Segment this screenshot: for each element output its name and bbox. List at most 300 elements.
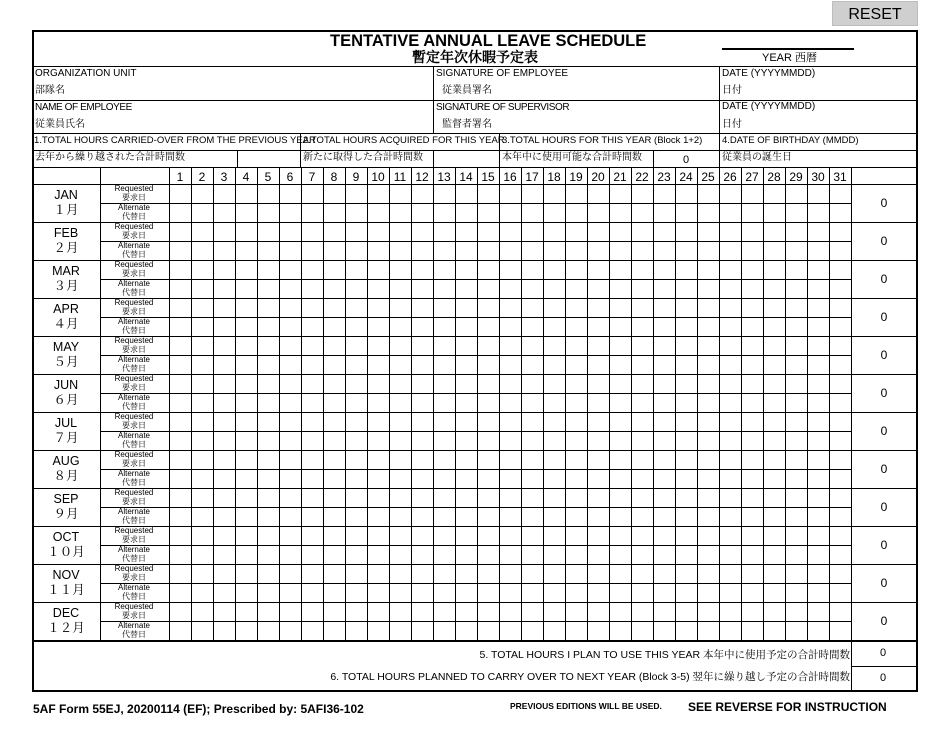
alternate-day-cell[interactable] bbox=[654, 432, 674, 449]
requested-day-cell[interactable] bbox=[588, 299, 608, 316]
alternate-day-cell[interactable] bbox=[522, 584, 542, 601]
requested-day-cell[interactable] bbox=[632, 413, 652, 430]
requested-day-cell[interactable] bbox=[302, 603, 322, 620]
requested-day-cell[interactable] bbox=[302, 451, 322, 468]
alternate-day-cell[interactable] bbox=[346, 204, 366, 221]
requested-day-cell[interactable] bbox=[500, 565, 520, 582]
alternate-day-cell[interactable] bbox=[192, 508, 212, 525]
alternate-day-cell[interactable] bbox=[522, 242, 542, 259]
requested-day-cell[interactable] bbox=[544, 223, 564, 240]
requested-day-cell[interactable] bbox=[566, 375, 586, 392]
requested-day-cell[interactable] bbox=[390, 489, 410, 506]
alternate-day-cell[interactable] bbox=[192, 356, 212, 373]
requested-day-cell[interactable] bbox=[720, 375, 740, 392]
alternate-day-cell[interactable] bbox=[412, 280, 432, 297]
requested-day-cell[interactable] bbox=[258, 413, 278, 430]
alternate-day-cell[interactable] bbox=[742, 546, 762, 563]
requested-day-cell[interactable] bbox=[214, 489, 234, 506]
requested-day-cell[interactable] bbox=[302, 337, 322, 354]
requested-day-cell[interactable] bbox=[720, 337, 740, 354]
requested-day-cell[interactable] bbox=[610, 413, 630, 430]
alternate-day-cell[interactable] bbox=[390, 622, 410, 639]
alternate-day-cell[interactable] bbox=[632, 394, 652, 411]
requested-day-cell[interactable] bbox=[214, 565, 234, 582]
alternate-day-cell[interactable] bbox=[764, 470, 784, 487]
requested-day-cell[interactable] bbox=[764, 185, 784, 202]
requested-day-cell[interactable] bbox=[170, 603, 190, 620]
requested-day-cell[interactable] bbox=[588, 185, 608, 202]
requested-day-cell[interactable] bbox=[258, 375, 278, 392]
requested-day-cell[interactable] bbox=[610, 603, 630, 620]
alternate-day-cell[interactable] bbox=[302, 204, 322, 221]
requested-day-cell[interactable] bbox=[830, 375, 850, 392]
alternate-day-cell[interactable] bbox=[698, 394, 718, 411]
requested-day-cell[interactable] bbox=[456, 565, 476, 582]
alternate-day-cell[interactable] bbox=[236, 508, 256, 525]
requested-day-cell[interactable] bbox=[808, 413, 828, 430]
requested-day-cell[interactable] bbox=[280, 185, 300, 202]
requested-day-cell[interactable] bbox=[764, 261, 784, 278]
alternate-day-cell[interactable] bbox=[280, 204, 300, 221]
alternate-day-cell[interactable] bbox=[434, 394, 454, 411]
alternate-day-cell[interactable] bbox=[742, 242, 762, 259]
requested-day-cell[interactable] bbox=[170, 413, 190, 430]
alternate-day-cell[interactable] bbox=[258, 356, 278, 373]
requested-day-cell[interactable] bbox=[258, 299, 278, 316]
requested-day-cell[interactable] bbox=[786, 375, 806, 392]
requested-day-cell[interactable] bbox=[742, 337, 762, 354]
requested-day-cell[interactable] bbox=[676, 451, 696, 468]
requested-day-cell[interactable] bbox=[434, 451, 454, 468]
requested-day-cell[interactable] bbox=[192, 603, 212, 620]
alternate-day-cell[interactable] bbox=[610, 584, 630, 601]
requested-day-cell[interactable] bbox=[610, 299, 630, 316]
alternate-day-cell[interactable] bbox=[830, 508, 850, 525]
alternate-day-cell[interactable] bbox=[192, 584, 212, 601]
requested-day-cell[interactable] bbox=[412, 489, 432, 506]
alternate-day-cell[interactable] bbox=[500, 242, 520, 259]
requested-day-cell[interactable] bbox=[720, 451, 740, 468]
alternate-day-cell[interactable] bbox=[456, 622, 476, 639]
alternate-day-cell[interactable] bbox=[170, 204, 190, 221]
requested-day-cell[interactable] bbox=[764, 565, 784, 582]
requested-day-cell[interactable] bbox=[764, 223, 784, 240]
alternate-day-cell[interactable] bbox=[676, 470, 696, 487]
requested-day-cell[interactable] bbox=[786, 527, 806, 544]
alternate-day-cell[interactable] bbox=[280, 584, 300, 601]
alternate-day-cell[interactable] bbox=[214, 318, 234, 335]
requested-day-cell[interactable] bbox=[214, 527, 234, 544]
alternate-day-cell[interactable] bbox=[830, 394, 850, 411]
requested-day-cell[interactable] bbox=[192, 489, 212, 506]
alternate-day-cell[interactable] bbox=[566, 546, 586, 563]
requested-day-cell[interactable] bbox=[214, 413, 234, 430]
alternate-day-cell[interactable] bbox=[544, 318, 564, 335]
alternate-day-cell[interactable] bbox=[698, 584, 718, 601]
requested-day-cell[interactable] bbox=[324, 185, 344, 202]
requested-day-cell[interactable] bbox=[214, 261, 234, 278]
alternate-day-cell[interactable] bbox=[500, 546, 520, 563]
requested-day-cell[interactable] bbox=[236, 337, 256, 354]
alternate-day-cell[interactable] bbox=[412, 204, 432, 221]
requested-day-cell[interactable] bbox=[302, 185, 322, 202]
requested-day-cell[interactable] bbox=[610, 337, 630, 354]
requested-day-cell[interactable] bbox=[566, 413, 586, 430]
requested-day-cell[interactable] bbox=[478, 223, 498, 240]
alternate-day-cell[interactable] bbox=[390, 204, 410, 221]
alternate-day-cell[interactable] bbox=[764, 432, 784, 449]
alternate-day-cell[interactable] bbox=[566, 318, 586, 335]
alternate-day-cell[interactable] bbox=[698, 204, 718, 221]
requested-day-cell[interactable] bbox=[786, 413, 806, 430]
alternate-day-cell[interactable] bbox=[654, 546, 674, 563]
alternate-day-cell[interactable] bbox=[566, 508, 586, 525]
alternate-day-cell[interactable] bbox=[676, 622, 696, 639]
alternate-day-cell[interactable] bbox=[236, 318, 256, 335]
alternate-day-cell[interactable] bbox=[170, 394, 190, 411]
alternate-day-cell[interactable] bbox=[346, 508, 366, 525]
requested-day-cell[interactable] bbox=[170, 299, 190, 316]
alternate-day-cell[interactable] bbox=[786, 584, 806, 601]
alternate-day-cell[interactable] bbox=[632, 318, 652, 335]
requested-day-cell[interactable] bbox=[632, 185, 652, 202]
requested-day-cell[interactable] bbox=[302, 527, 322, 544]
alternate-day-cell[interactable] bbox=[720, 356, 740, 373]
alternate-day-cell[interactable] bbox=[500, 508, 520, 525]
alternate-day-cell[interactable] bbox=[786, 470, 806, 487]
requested-day-cell[interactable] bbox=[544, 489, 564, 506]
alternate-day-cell[interactable] bbox=[390, 356, 410, 373]
alternate-day-cell[interactable] bbox=[170, 470, 190, 487]
requested-day-cell[interactable] bbox=[632, 299, 652, 316]
alternate-day-cell[interactable] bbox=[544, 280, 564, 297]
alternate-day-cell[interactable] bbox=[720, 508, 740, 525]
requested-day-cell[interactable] bbox=[302, 375, 322, 392]
requested-day-cell[interactable] bbox=[654, 451, 674, 468]
requested-day-cell[interactable] bbox=[588, 489, 608, 506]
requested-day-cell[interactable] bbox=[346, 565, 366, 582]
requested-day-cell[interactable] bbox=[588, 565, 608, 582]
requested-day-cell[interactable] bbox=[566, 185, 586, 202]
alternate-day-cell[interactable] bbox=[258, 204, 278, 221]
requested-day-cell[interactable] bbox=[764, 413, 784, 430]
alternate-day-cell[interactable] bbox=[258, 470, 278, 487]
alternate-day-cell[interactable] bbox=[742, 584, 762, 601]
requested-day-cell[interactable] bbox=[808, 185, 828, 202]
requested-day-cell[interactable] bbox=[412, 527, 432, 544]
alternate-day-cell[interactable] bbox=[522, 508, 542, 525]
requested-day-cell[interactable] bbox=[258, 603, 278, 620]
alternate-day-cell[interactable] bbox=[786, 546, 806, 563]
alternate-day-cell[interactable] bbox=[170, 242, 190, 259]
alternate-day-cell[interactable] bbox=[544, 546, 564, 563]
requested-day-cell[interactable] bbox=[236, 375, 256, 392]
alternate-day-cell[interactable] bbox=[742, 204, 762, 221]
requested-day-cell[interactable] bbox=[302, 299, 322, 316]
requested-day-cell[interactable] bbox=[478, 299, 498, 316]
alternate-day-cell[interactable] bbox=[368, 622, 388, 639]
alternate-day-cell[interactable] bbox=[478, 546, 498, 563]
requested-day-cell[interactable] bbox=[698, 299, 718, 316]
alternate-day-cell[interactable] bbox=[390, 432, 410, 449]
requested-day-cell[interactable] bbox=[742, 603, 762, 620]
requested-day-cell[interactable] bbox=[764, 451, 784, 468]
alternate-day-cell[interactable] bbox=[390, 546, 410, 563]
requested-day-cell[interactable] bbox=[588, 375, 608, 392]
alternate-day-cell[interactable] bbox=[764, 318, 784, 335]
employee-signature-field[interactable] bbox=[500, 82, 715, 98]
requested-day-cell[interactable] bbox=[610, 223, 630, 240]
alternate-day-cell[interactable] bbox=[478, 470, 498, 487]
alternate-day-cell[interactable] bbox=[588, 280, 608, 297]
requested-day-cell[interactable] bbox=[786, 603, 806, 620]
requested-day-cell[interactable] bbox=[170, 337, 190, 354]
requested-day-cell[interactable] bbox=[544, 451, 564, 468]
requested-day-cell[interactable] bbox=[324, 489, 344, 506]
requested-day-cell[interactable] bbox=[258, 565, 278, 582]
alternate-day-cell[interactable] bbox=[258, 622, 278, 639]
alternate-day-cell[interactable] bbox=[808, 470, 828, 487]
alternate-day-cell[interactable] bbox=[654, 394, 674, 411]
alternate-day-cell[interactable] bbox=[302, 584, 322, 601]
alternate-day-cell[interactable] bbox=[610, 394, 630, 411]
requested-day-cell[interactable] bbox=[214, 451, 234, 468]
alternate-day-cell[interactable] bbox=[632, 204, 652, 221]
requested-day-cell[interactable] bbox=[302, 565, 322, 582]
requested-day-cell[interactable] bbox=[830, 413, 850, 430]
requested-day-cell[interactable] bbox=[478, 413, 498, 430]
alternate-day-cell[interactable] bbox=[434, 584, 454, 601]
requested-day-cell[interactable] bbox=[830, 223, 850, 240]
alternate-day-cell[interactable] bbox=[434, 622, 454, 639]
alternate-day-cell[interactable] bbox=[434, 432, 454, 449]
requested-day-cell[interactable] bbox=[302, 261, 322, 278]
requested-day-cell[interactable] bbox=[236, 489, 256, 506]
requested-day-cell[interactable] bbox=[676, 489, 696, 506]
alternate-day-cell[interactable] bbox=[764, 546, 784, 563]
alternate-day-cell[interactable] bbox=[368, 584, 388, 601]
alternate-day-cell[interactable] bbox=[478, 242, 498, 259]
alternate-day-cell[interactable] bbox=[280, 508, 300, 525]
requested-day-cell[interactable] bbox=[522, 337, 542, 354]
alternate-day-cell[interactable] bbox=[390, 584, 410, 601]
alternate-day-cell[interactable] bbox=[808, 356, 828, 373]
alternate-day-cell[interactable] bbox=[170, 356, 190, 373]
requested-day-cell[interactable] bbox=[368, 261, 388, 278]
alternate-day-cell[interactable] bbox=[192, 204, 212, 221]
requested-day-cell[interactable] bbox=[654, 489, 674, 506]
requested-day-cell[interactable] bbox=[720, 223, 740, 240]
requested-day-cell[interactable] bbox=[786, 185, 806, 202]
alternate-day-cell[interactable] bbox=[808, 584, 828, 601]
requested-day-cell[interactable] bbox=[434, 299, 454, 316]
requested-day-cell[interactable] bbox=[654, 299, 674, 316]
requested-day-cell[interactable] bbox=[368, 299, 388, 316]
requested-day-cell[interactable] bbox=[368, 413, 388, 430]
alternate-day-cell[interactable] bbox=[500, 318, 520, 335]
requested-day-cell[interactable] bbox=[698, 185, 718, 202]
requested-day-cell[interactable] bbox=[324, 451, 344, 468]
alternate-day-cell[interactable] bbox=[830, 356, 850, 373]
alternate-day-cell[interactable] bbox=[808, 394, 828, 411]
requested-day-cell[interactable] bbox=[170, 527, 190, 544]
alternate-day-cell[interactable] bbox=[324, 318, 344, 335]
alternate-day-cell[interactable] bbox=[632, 432, 652, 449]
requested-day-cell[interactable] bbox=[214, 185, 234, 202]
alternate-day-cell[interactable] bbox=[808, 508, 828, 525]
alternate-day-cell[interactable] bbox=[610, 546, 630, 563]
requested-day-cell[interactable] bbox=[214, 299, 234, 316]
alternate-day-cell[interactable] bbox=[676, 356, 696, 373]
requested-day-cell[interactable] bbox=[610, 565, 630, 582]
requested-day-cell[interactable] bbox=[566, 489, 586, 506]
requested-day-cell[interactable] bbox=[676, 299, 696, 316]
alternate-day-cell[interactable] bbox=[324, 242, 344, 259]
requested-day-cell[interactable] bbox=[720, 603, 740, 620]
requested-day-cell[interactable] bbox=[676, 375, 696, 392]
alternate-day-cell[interactable] bbox=[500, 432, 520, 449]
alternate-day-cell[interactable] bbox=[786, 622, 806, 639]
alternate-day-cell[interactable] bbox=[258, 546, 278, 563]
requested-day-cell[interactable] bbox=[830, 603, 850, 620]
requested-day-cell[interactable] bbox=[412, 185, 432, 202]
alternate-day-cell[interactable] bbox=[478, 508, 498, 525]
requested-day-cell[interactable] bbox=[588, 603, 608, 620]
alternate-day-cell[interactable] bbox=[742, 280, 762, 297]
alternate-day-cell[interactable] bbox=[390, 318, 410, 335]
requested-day-cell[interactable] bbox=[236, 527, 256, 544]
requested-day-cell[interactable] bbox=[808, 375, 828, 392]
alternate-day-cell[interactable] bbox=[214, 584, 234, 601]
alternate-day-cell[interactable] bbox=[808, 318, 828, 335]
alternate-day-cell[interactable] bbox=[522, 432, 542, 449]
requested-day-cell[interactable] bbox=[698, 527, 718, 544]
requested-day-cell[interactable] bbox=[544, 261, 564, 278]
requested-day-cell[interactable] bbox=[632, 337, 652, 354]
supervisor-date-field[interactable] bbox=[745, 116, 915, 132]
requested-day-cell[interactable] bbox=[786, 337, 806, 354]
alternate-day-cell[interactable] bbox=[588, 546, 608, 563]
alternate-day-cell[interactable] bbox=[324, 584, 344, 601]
alternate-day-cell[interactable] bbox=[632, 584, 652, 601]
requested-day-cell[interactable] bbox=[478, 451, 498, 468]
reset-button[interactable]: RESET bbox=[832, 1, 918, 26]
alternate-day-cell[interactable] bbox=[390, 508, 410, 525]
requested-day-cell[interactable] bbox=[324, 223, 344, 240]
requested-day-cell[interactable] bbox=[280, 261, 300, 278]
requested-day-cell[interactable] bbox=[544, 375, 564, 392]
alternate-day-cell[interactable] bbox=[720, 470, 740, 487]
requested-day-cell[interactable] bbox=[390, 261, 410, 278]
requested-day-cell[interactable] bbox=[544, 413, 564, 430]
requested-day-cell[interactable] bbox=[764, 299, 784, 316]
requested-day-cell[interactable] bbox=[808, 451, 828, 468]
alternate-day-cell[interactable] bbox=[720, 280, 740, 297]
alternate-day-cell[interactable] bbox=[742, 318, 762, 335]
requested-day-cell[interactable] bbox=[412, 223, 432, 240]
alternate-day-cell[interactable] bbox=[280, 470, 300, 487]
requested-day-cell[interactable] bbox=[412, 413, 432, 430]
alternate-day-cell[interactable] bbox=[170, 280, 190, 297]
requested-day-cell[interactable] bbox=[434, 375, 454, 392]
alternate-day-cell[interactable] bbox=[412, 318, 432, 335]
alternate-day-cell[interactable] bbox=[324, 356, 344, 373]
alternate-day-cell[interactable] bbox=[434, 318, 454, 335]
requested-day-cell[interactable] bbox=[456, 299, 476, 316]
requested-day-cell[interactable] bbox=[544, 299, 564, 316]
alternate-day-cell[interactable] bbox=[478, 356, 498, 373]
alternate-day-cell[interactable] bbox=[390, 394, 410, 411]
alternate-day-cell[interactable] bbox=[742, 508, 762, 525]
requested-day-cell[interactable] bbox=[500, 261, 520, 278]
requested-day-cell[interactable] bbox=[258, 451, 278, 468]
requested-day-cell[interactable] bbox=[808, 603, 828, 620]
alternate-day-cell[interactable] bbox=[588, 432, 608, 449]
alternate-day-cell[interactable] bbox=[214, 470, 234, 487]
alternate-day-cell[interactable] bbox=[192, 394, 212, 411]
requested-day-cell[interactable] bbox=[280, 375, 300, 392]
alternate-day-cell[interactable] bbox=[742, 622, 762, 639]
alternate-day-cell[interactable] bbox=[456, 394, 476, 411]
alternate-day-cell[interactable] bbox=[214, 394, 234, 411]
alternate-day-cell[interactable] bbox=[830, 280, 850, 297]
alternate-day-cell[interactable] bbox=[500, 470, 520, 487]
alternate-day-cell[interactable] bbox=[214, 622, 234, 639]
requested-day-cell[interactable] bbox=[456, 489, 476, 506]
alternate-day-cell[interactable] bbox=[346, 356, 366, 373]
alternate-day-cell[interactable] bbox=[610, 318, 630, 335]
requested-day-cell[interactable] bbox=[390, 299, 410, 316]
requested-day-cell[interactable] bbox=[192, 565, 212, 582]
alternate-day-cell[interactable] bbox=[368, 508, 388, 525]
requested-day-cell[interactable] bbox=[830, 489, 850, 506]
alternate-day-cell[interactable] bbox=[412, 242, 432, 259]
requested-day-cell[interactable] bbox=[566, 223, 586, 240]
requested-day-cell[interactable] bbox=[500, 337, 520, 354]
requested-day-cell[interactable] bbox=[500, 451, 520, 468]
alternate-day-cell[interactable] bbox=[698, 546, 718, 563]
requested-day-cell[interactable] bbox=[522, 603, 542, 620]
alternate-day-cell[interactable] bbox=[368, 318, 388, 335]
alternate-day-cell[interactable] bbox=[830, 584, 850, 601]
alternate-day-cell[interactable] bbox=[346, 242, 366, 259]
requested-day-cell[interactable] bbox=[588, 261, 608, 278]
requested-day-cell[interactable] bbox=[654, 223, 674, 240]
alternate-day-cell[interactable] bbox=[544, 394, 564, 411]
alternate-day-cell[interactable] bbox=[324, 622, 344, 639]
requested-day-cell[interactable] bbox=[192, 261, 212, 278]
alternate-day-cell[interactable] bbox=[566, 280, 586, 297]
requested-day-cell[interactable] bbox=[566, 565, 586, 582]
alternate-day-cell[interactable] bbox=[170, 432, 190, 449]
requested-day-cell[interactable] bbox=[632, 375, 652, 392]
requested-day-cell[interactable] bbox=[280, 603, 300, 620]
alternate-day-cell[interactable] bbox=[214, 242, 234, 259]
requested-day-cell[interactable] bbox=[676, 603, 696, 620]
requested-day-cell[interactable] bbox=[280, 489, 300, 506]
requested-day-cell[interactable] bbox=[742, 451, 762, 468]
alternate-day-cell[interactable] bbox=[368, 470, 388, 487]
employee-name-field[interactable] bbox=[95, 116, 430, 132]
requested-day-cell[interactable] bbox=[786, 565, 806, 582]
alternate-day-cell[interactable] bbox=[258, 584, 278, 601]
alternate-day-cell[interactable] bbox=[654, 622, 674, 639]
alternate-day-cell[interactable] bbox=[522, 622, 542, 639]
alternate-day-cell[interactable] bbox=[698, 508, 718, 525]
requested-day-cell[interactable] bbox=[742, 527, 762, 544]
requested-day-cell[interactable] bbox=[632, 451, 652, 468]
requested-day-cell[interactable] bbox=[632, 603, 652, 620]
